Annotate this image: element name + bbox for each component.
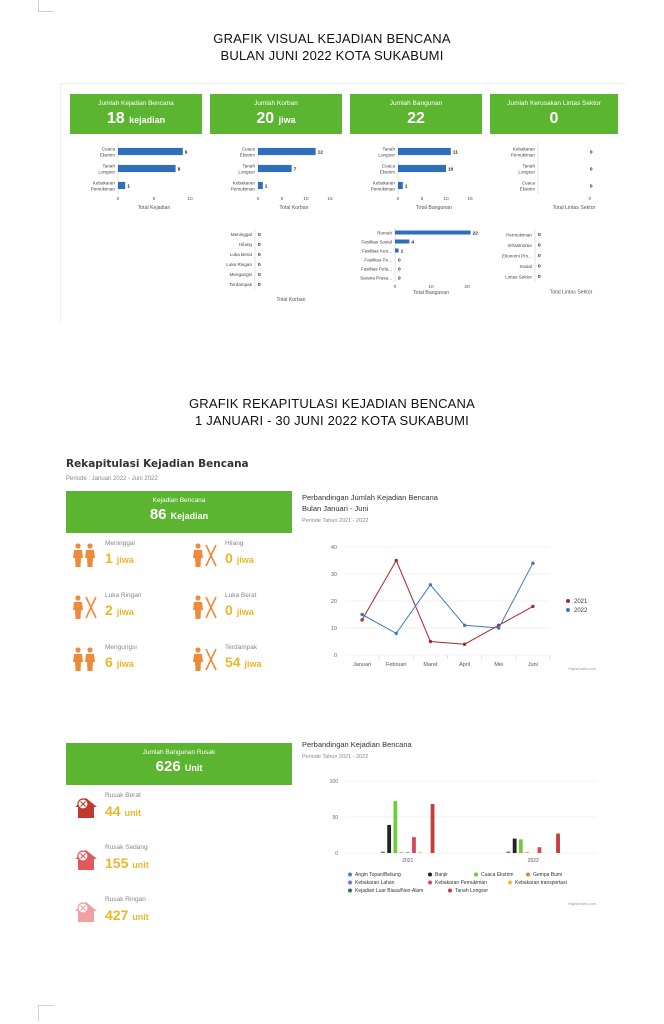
line-chart-comparison — [300, 488, 600, 678]
chart-korban-detail — [210, 226, 345, 308]
x-tick-label: 2021 — [402, 858, 414, 864]
house-damage-icon — [73, 795, 99, 819]
y-tick-label: 10 — [330, 626, 337, 632]
legend-marker — [348, 873, 352, 877]
stat-label: Mengungsi — [105, 644, 137, 651]
card-number: 22 — [407, 110, 425, 127]
legend-marker — [526, 873, 530, 877]
section1-title — [0, 30, 664, 64]
bar — [258, 165, 292, 172]
bar — [398, 182, 403, 189]
bar — [431, 804, 435, 853]
data-label: 10 — [448, 167, 454, 173]
person-head — [75, 647, 80, 652]
axis-title: Total Korban — [279, 205, 309, 211]
stat-number: 2 — [105, 602, 117, 618]
card-value — [70, 110, 202, 128]
axis-title: Total Lintas Sektor — [552, 205, 596, 211]
data-point — [429, 583, 432, 586]
stat-unit: jiwa — [236, 607, 254, 617]
person-body — [85, 654, 95, 671]
chart-credit: Highcharts.com — [568, 666, 596, 671]
data-label: 12 — [317, 150, 323, 156]
card-value — [350, 110, 482, 128]
tick-label: 0 — [396, 197, 400, 202]
data-label: 0 — [538, 264, 541, 270]
data-point — [531, 562, 534, 565]
legend-marker — [566, 608, 570, 612]
category-label: Fasilitas Sosial — [361, 239, 392, 245]
category-label: Longsor — [238, 169, 255, 175]
card-bangunan-rusak — [66, 743, 292, 785]
data-point — [463, 643, 466, 646]
chart-period: Periode Tahun 2021 - 2022 — [302, 518, 369, 524]
card-unit: Kejadian — [170, 511, 209, 521]
bar — [513, 839, 517, 853]
stat-number: 54 — [225, 654, 245, 670]
legend-marker — [348, 889, 352, 893]
section2-title-line1: GRAFIK REKAPITULASI KEJADIAN BENCANA — [188, 396, 476, 411]
legend-marker — [508, 881, 512, 885]
legend-marker — [474, 873, 478, 877]
tick-label: 20 — [464, 285, 470, 290]
tick-label: 10 — [303, 197, 309, 202]
bar — [556, 834, 560, 853]
card-unit: Unit — [184, 763, 203, 773]
tick-label: 0 — [116, 197, 120, 202]
category-label: Cuaca — [101, 146, 115, 152]
category-label: Pemukiman — [90, 186, 115, 192]
bar — [507, 852, 511, 853]
card-label: Jumlah Korban — [254, 100, 298, 107]
category-label: Luka Berat — [229, 252, 252, 257]
legend-label: Angin Topan/Beliung — [355, 872, 401, 878]
data-point — [463, 624, 466, 627]
data-label: 0 — [258, 282, 261, 288]
x-tick-label: Maret — [423, 662, 438, 668]
tick-label: 5 — [152, 197, 156, 202]
card-kerusakan-lintas-sektor — [490, 94, 618, 134]
data-label: 4 — [411, 240, 415, 246]
chart-period: Periode Tahun 2021 - 2022 — [302, 754, 369, 760]
category-label: Meninggal — [230, 232, 252, 237]
tick-label: 15 — [327, 197, 333, 202]
category-label: Ekonomi Pro... — [501, 253, 532, 259]
category-label: Longsor — [98, 169, 115, 175]
data-label: 11 — [452, 150, 458, 156]
card-jumlah-korban — [210, 94, 342, 134]
axis-title: Total Bangunan — [412, 290, 450, 296]
data-label: 0 — [398, 267, 401, 273]
stat-unit: jiwa — [116, 607, 134, 617]
data-label: 0 — [258, 242, 261, 248]
data-label: 0 — [589, 184, 593, 190]
y-tick-label: 30 — [330, 572, 337, 578]
stat-number: 1 — [105, 550, 117, 566]
category-label: Tanah — [382, 146, 395, 152]
y-tick-label: 20 — [330, 599, 337, 605]
bar — [118, 148, 183, 155]
axis-title: Total Kejadian — [137, 205, 171, 211]
x-tick-label: April — [459, 662, 471, 668]
category-label: Tanah — [242, 163, 255, 169]
data-point — [429, 640, 432, 643]
legend-label: 2021 — [574, 599, 588, 605]
stat-number: 0 — [225, 550, 237, 566]
person-head — [87, 543, 92, 548]
legend-marker — [428, 881, 432, 885]
stat-value — [225, 550, 254, 566]
page-corner-top-left — [38, 0, 54, 12]
y-tick-label: 0 — [333, 653, 337, 659]
axis-title: Total Lintas Sektor — [549, 289, 593, 296]
chart-subtitle: Bulan Januari - Juni — [302, 504, 369, 513]
person-icon — [192, 646, 218, 672]
x-tick-label: Mei — [494, 662, 504, 668]
category-label: Ekstrim — [519, 186, 535, 192]
stat-value — [225, 602, 254, 618]
bar — [398, 165, 446, 172]
tick-label: 0 — [588, 197, 592, 202]
stat-label: Terdampak — [225, 644, 258, 651]
person-icon — [192, 542, 218, 568]
card-number: 0 — [549, 110, 559, 127]
card-label: Jumlah Kerusakan Lintas Sektor — [507, 100, 601, 107]
stat-unit: jiwa — [116, 555, 134, 565]
person-body — [193, 550, 203, 567]
category-label: Kebakaran — [372, 180, 395, 186]
x-tick-label: Januari — [353, 662, 372, 668]
category-label: Pemukiman — [230, 186, 255, 192]
x-tick-label: 2022 — [527, 858, 539, 864]
person-icon — [192, 594, 218, 620]
tick-label: 5 — [420, 197, 424, 202]
stat-number: 0 — [225, 602, 237, 618]
card-label: Jumlah Kejadian Bencana — [98, 100, 174, 107]
damage-value — [105, 855, 149, 871]
damage-unit: unit — [132, 912, 149, 922]
chart-total-bangunan — [350, 140, 485, 220]
damage-label: Rusak Sedang — [105, 844, 148, 851]
data-label: 9 — [184, 150, 188, 156]
person-body — [73, 602, 83, 619]
bar — [538, 847, 542, 853]
house-damage-icon — [73, 847, 99, 871]
data-label: 7 — [293, 167, 297, 173]
damage-label: Rusak Ringan — [105, 896, 146, 903]
card-number: 86 — [149, 506, 167, 523]
data-label: 1 — [264, 184, 268, 190]
category-label: Lintas Sektor — [505, 274, 532, 280]
category-label: Mengungsi — [229, 272, 252, 277]
page-corner-bottom-left — [38, 1005, 54, 1021]
stat-number: 6 — [105, 654, 117, 670]
data-label: 1 — [127, 184, 130, 190]
card-value — [66, 506, 292, 523]
category-label: Hilang — [238, 242, 252, 247]
category-label: Sarana Prasa... — [360, 275, 392, 281]
data-label: 0 — [538, 275, 541, 281]
card-label: Jumlah Bangunan Rusak — [142, 749, 216, 756]
damage-label: Rusak Berat — [105, 792, 141, 799]
card-value — [210, 110, 342, 128]
stat-value — [105, 602, 134, 618]
stat-unit: jiwa — [116, 659, 134, 669]
legend-marker — [566, 599, 570, 603]
data-label: 8 — [177, 167, 181, 173]
tick-label: 5 — [280, 197, 284, 202]
stat-unit: jiwa — [236, 555, 254, 565]
person-head — [195, 647, 200, 652]
damage-value — [105, 907, 149, 923]
stat-value — [105, 654, 134, 670]
person-icon — [72, 594, 98, 620]
damage-number: 155 — [105, 855, 133, 871]
bar — [412, 837, 416, 853]
legend-label: Kebakaran transportasi — [515, 880, 567, 886]
y-tick-label: 50 — [332, 815, 338, 821]
category-label: Fasilitas Ken... — [361, 248, 392, 254]
category-label: Ekstrim — [379, 169, 395, 175]
bar — [395, 240, 409, 244]
category-label: Ekstrim — [239, 152, 255, 158]
card-unit: kejadian — [129, 115, 166, 125]
damage-number: 427 — [105, 907, 133, 923]
damage-value — [105, 803, 141, 819]
grouped-bar-chart-comparison — [300, 736, 600, 908]
category-label: Terdampak — [229, 282, 252, 287]
card-jumlah-bangunan — [350, 94, 482, 134]
bar — [387, 825, 391, 853]
data-label: 0 — [538, 254, 541, 260]
person-icon — [72, 646, 98, 672]
chart-total-kejadian — [70, 140, 205, 220]
house-damage-icon — [73, 899, 99, 923]
legend-marker — [428, 873, 432, 877]
tick-label: 0 — [256, 197, 260, 202]
card-label: Kejadian Bencana — [152, 497, 206, 504]
y-tick-label: 100 — [329, 779, 338, 785]
category-label: Permukiman — [506, 232, 532, 238]
legend-marker — [448, 889, 452, 893]
bar — [406, 852, 410, 853]
section2-title — [0, 395, 664, 429]
data-label: 0 — [398, 276, 401, 282]
bar — [395, 249, 399, 253]
card-label: Jumlah Bangunan — [389, 100, 443, 107]
recap-period: Periode : Januari 2022 - Juni 2022 — [66, 476, 158, 482]
bar — [118, 165, 176, 172]
category-label: Ekstrim — [99, 152, 115, 158]
series-line — [362, 561, 533, 645]
section1-title-line1: GRAFIK VISUAL KEJADIAN BENCANA — [213, 31, 451, 46]
category-label: Infrastruktur — [507, 242, 532, 248]
legend-label: Cuaca Ekstrim — [481, 872, 514, 878]
x-tick-label: Juni — [527, 662, 538, 668]
chart-title: Perbandingan Kejadian Bencana — [302, 740, 412, 749]
bar — [525, 852, 529, 853]
chart-bangunan-detail — [350, 226, 485, 308]
stat-label: Hilang — [225, 540, 244, 547]
stat-value — [225, 654, 261, 670]
person-body — [193, 602, 203, 619]
person-icon — [72, 542, 98, 568]
card-unit: jiwa — [278, 115, 296, 125]
person-head — [75, 543, 80, 548]
card-number: 18 — [106, 110, 125, 127]
data-label: 0 — [258, 232, 261, 238]
card-number: 626 — [155, 758, 181, 775]
person-head — [75, 595, 80, 600]
category-label: Fasilitas Pe... — [364, 257, 392, 263]
tick-label: 10 — [428, 285, 434, 290]
category-label: Pemukiman — [370, 186, 395, 192]
tick-label: 15 — [467, 197, 473, 202]
data-point — [395, 632, 398, 635]
data-label: 22 — [472, 231, 478, 237]
category-label: Longsor — [518, 169, 535, 175]
category-label: Tanah — [522, 163, 535, 169]
person-head — [87, 647, 92, 652]
card-number: 20 — [256, 110, 275, 127]
person-body — [73, 550, 83, 567]
y-tick-label: 40 — [330, 545, 337, 551]
data-point — [360, 618, 363, 621]
data-point — [360, 613, 363, 616]
chart-total-lintas-sektor — [490, 140, 620, 220]
data-label: 0 — [398, 258, 401, 264]
category-label: Longsor — [378, 152, 395, 158]
legend-label: Kebakaran Pemukiman — [435, 880, 487, 886]
data-point — [497, 626, 500, 629]
data-label: 0 — [589, 150, 593, 156]
tick-label: 0 — [393, 285, 397, 290]
legend-label: Kejadian Luar Biasa/Non-Alam — [355, 888, 424, 894]
category-label: Cuaca — [521, 180, 535, 186]
bar — [418, 852, 422, 853]
bar — [393, 801, 397, 853]
damage-number: 44 — [105, 803, 125, 819]
stat-value — [105, 550, 134, 566]
bar — [398, 148, 451, 155]
category-label: Kebakaran — [92, 180, 115, 186]
recap-heading: Rekapitulasi Kejadian Bencana — [66, 458, 249, 470]
tick-label: 10 — [443, 197, 449, 202]
legend-label: Banjir — [435, 872, 448, 878]
legend-label: Tanah Longsor — [455, 888, 489, 894]
legend-label: Gempa Bumi — [533, 872, 563, 878]
bar — [381, 852, 385, 853]
data-label: 0 — [258, 262, 261, 268]
section1-title-line2: BULAN JUNI 2022 KOTA SUKABUMI — [220, 48, 444, 63]
data-label: 1 — [404, 184, 408, 190]
bar — [395, 231, 471, 235]
tick-label: 10 — [187, 197, 193, 202]
person-body — [193, 654, 203, 671]
person-head — [195, 543, 200, 548]
legend-marker — [348, 881, 352, 885]
card-jumlah-kejadian — [70, 94, 202, 134]
card-value — [66, 758, 292, 775]
y-tick-label: 0 — [335, 851, 338, 857]
section2-title-line2: 1 JANUARI - 30 JUNI 2022 KOTA SUKABUMI — [195, 413, 469, 428]
axis-title: Total Korban — [276, 297, 306, 303]
bar — [258, 148, 316, 155]
category-label: Luka Ringan — [226, 262, 252, 267]
person-body — [85, 550, 95, 567]
chart-credit: Highcharts.com — [568, 901, 596, 906]
bar — [519, 839, 523, 853]
chart-total-korban — [210, 140, 345, 220]
data-label: 0 — [258, 272, 261, 278]
person-head — [195, 595, 200, 600]
stat-label: Luka Ringan — [105, 592, 142, 599]
axis-title: Total Bangunan — [415, 205, 453, 211]
stat-label: Meninggal — [105, 540, 135, 547]
damage-unit: unit — [124, 808, 141, 818]
category-label: Kebakaran — [232, 180, 255, 186]
bar — [258, 182, 263, 189]
stat-unit: jiwa — [244, 659, 262, 669]
data-label: 0 — [538, 233, 541, 239]
category-label: Cuaca — [241, 146, 255, 152]
x-tick-label: Februari — [386, 662, 407, 668]
bar — [400, 852, 404, 853]
category-label: Pemukiman — [510, 152, 535, 158]
category-label: Sosial — [519, 263, 532, 269]
data-point — [531, 605, 534, 608]
data-label: 0 — [589, 167, 593, 173]
category-label: Tanah — [102, 163, 115, 169]
data-label: 0 — [258, 252, 261, 258]
damage-unit: unit — [132, 860, 149, 870]
category-label: Cuaca — [381, 163, 395, 169]
legend-label: Kebakaran Lahan — [355, 880, 395, 886]
chart-title: Perbandingan Jumlah Kejadian Bencana — [302, 493, 438, 502]
stat-label: Luka Berat — [225, 592, 257, 599]
chart-lintas-sektor-detail — [490, 226, 620, 308]
data-point — [395, 559, 398, 562]
legend-label: 2022 — [574, 608, 588, 614]
category-label: Fasilitas Pela... — [360, 266, 392, 272]
category-label: Rumah — [377, 230, 392, 236]
category-label: Kebakaran — [512, 146, 535, 152]
card-kejadian-bencana — [66, 491, 292, 533]
bar — [118, 182, 125, 189]
card-value — [490, 110, 618, 128]
data-label: 1 — [400, 249, 404, 255]
person-body — [73, 654, 83, 671]
data-label: 0 — [538, 243, 541, 249]
